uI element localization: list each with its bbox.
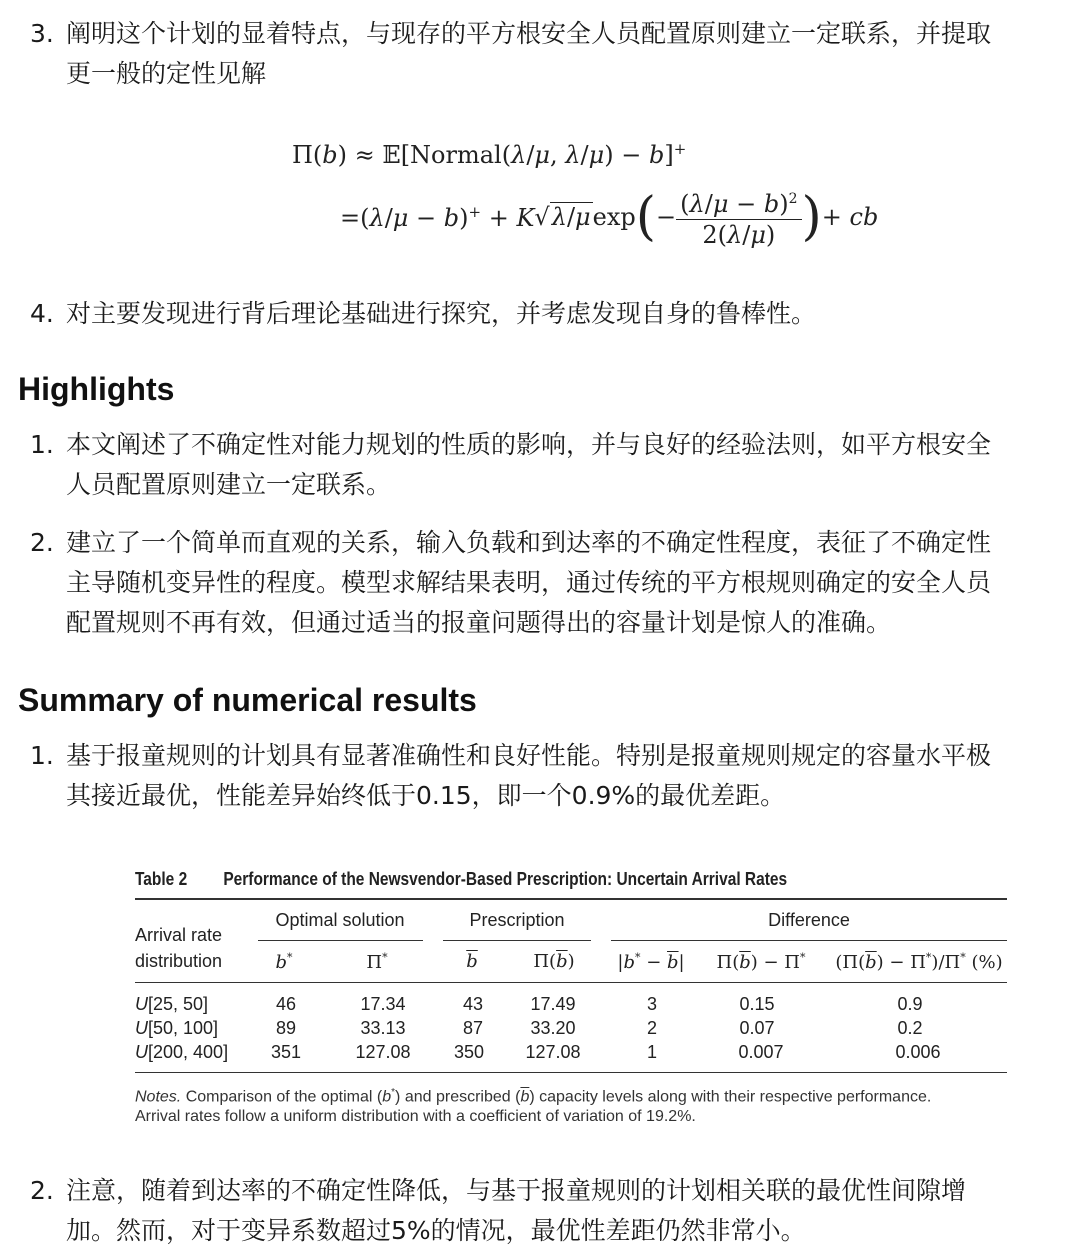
cell-pi-star: 33.13 [360, 1018, 406, 1038]
col-header-abs-diff: $|b^* - \overline{b}|$ [617, 951, 685, 973]
cell-b-star: 46 [275, 994, 297, 1014]
group-header-difference: Difference [768, 910, 850, 930]
item-text-line: 对主要发现进行背后理论基础进行探究，并考虑发现自身的鲁棒性。 [66, 299, 817, 328]
col-header-pct-diff: $(\Pi(\overline{b}) - \Pi^*)/\Pi^*$ (%) [835, 951, 1003, 973]
group-rule-optimal [258, 940, 423, 941]
cell-b-bar: 43 [462, 994, 484, 1014]
group-rule-prescription [443, 940, 591, 941]
cell-pct-diff: 0.9 [897, 994, 923, 1014]
item-text-line: 注意，随着到达率的不确定性降低，与基于报童规则的计划相关联的最优性间隙增 [66, 1176, 967, 1205]
item-number: 3. [30, 19, 54, 48]
item-text-line: 其接近最优，性能差异始终低于0.15，即一个0.9%的最优差距。 [66, 781, 786, 810]
cell-pi-diff: 0.007 [738, 1042, 784, 1062]
group-header-optimal: Optimal solution [275, 910, 405, 930]
cell-b-star: 351 [270, 1042, 302, 1062]
item-text-line: 加。然而，对于变异系数超过5%的情况，最优性差距仍然非常小。 [66, 1216, 806, 1245]
cell-abs-diff: 1 [646, 1042, 658, 1062]
cell-b-bar: 350 [453, 1042, 485, 1062]
cell-distribution: U[25, 50] [135, 994, 209, 1014]
item-text-line: 人员配置原则建立一定联系。 [66, 470, 392, 499]
col-header-pi-b-bar: $\Pi(\overline{b})$ [533, 951, 575, 972]
item-text-line: 阐明这个计划的显着特点，与现存的平方根安全人员配置原则建立一定联系，并提取 [66, 19, 992, 48]
row-header-line2: distribution [135, 951, 223, 971]
col-header-b-bar: $\overline{b}$ [466, 951, 478, 972]
col-header-pi-diff: $\Pi(\overline{b}) - \Pi^*$ [716, 951, 806, 973]
cell-pi-b-bar: 17.49 [530, 994, 576, 1014]
cell-b-bar: 87 [462, 1018, 484, 1038]
item-text-line: 主导随机变异性的程度。模型求解结果表明，通过传统的平方根规则确定的安全人员 [66, 568, 992, 597]
cell-pi-diff: 0.07 [739, 1018, 775, 1038]
item-text-line: 配置规则不再有效，但通过适当的报童问题得出的容量计划是惊人的准确。 [66, 608, 892, 637]
section-heading-summary: Summary of numerical results [18, 682, 477, 718]
item-number: 2. [30, 1176, 54, 1205]
cell-distribution: U[50, 100] [135, 1018, 219, 1038]
formula-line-2: =(λ/μ − b)+ + K √λ/μ exp ( − $\frac{(\lambda/\mu - b)^2}{2(\lambda/\mu)}$ ) + cb [340, 180, 878, 254]
table-header-rule [135, 982, 1007, 983]
item-number: 2. [30, 528, 54, 557]
cell-pct-diff: 0.006 [895, 1042, 941, 1062]
table-notes-line2: Arrival rates follow a uniform distribution with a coefficient of variation of 19.2%. [135, 1108, 696, 1125]
cell-distribution: U[200, 400] [135, 1042, 229, 1062]
item-number: 1. [30, 741, 54, 770]
cell-pi-diff: 0.15 [739, 994, 775, 1014]
cell-pct-diff: 0.2 [897, 1018, 923, 1038]
item-number: 1. [30, 430, 54, 459]
cell-pi-star: 127.08 [355, 1042, 411, 1062]
cell-pi-star: 17.34 [360, 994, 406, 1014]
item-text-line: 更一般的定性见解 [66, 59, 267, 88]
table-title: Performance of the Newsvendor-Based Prescription: Uncertain Arrival Rates [223, 869, 788, 889]
item-number: 4. [30, 299, 54, 328]
item-text-line: 建立了一个简单而直观的关系，输入负载和到达率的不确定性程度，表征了不确定性 [66, 528, 992, 557]
section-heading-highlights: Highlights [18, 371, 175, 407]
table-caption [135, 869, 787, 890]
col-header-b-star: b* [275, 951, 293, 973]
group-header-prescription: Prescription [469, 910, 565, 930]
formula-line-1: Π(b) ≈ 𝔼[Normal(λ/μ, λ/μ) − b]+ [292, 140, 687, 169]
cell-pi-b-bar: 33.20 [530, 1018, 576, 1038]
cell-abs-diff: 2 [646, 1018, 658, 1038]
item-text-line: 基于报童规则的计划具有显著准确性和良好性能。特别是报童规则规定的容量水平极 [66, 741, 992, 770]
table-bottom-rule [135, 1072, 1007, 1073]
row-header-line1: Arrival rate [135, 925, 223, 945]
cell-abs-diff: 3 [646, 994, 658, 1014]
table-label: Table 2 [135, 869, 188, 889]
item-text-line: 本文阐述了不确定性对能力规划的性质的影响，并与良好的经验法则，如平方根安全 [66, 430, 992, 459]
cell-b-star: 89 [275, 1018, 297, 1038]
group-rule-difference [611, 940, 1007, 941]
col-header-pi-star: Π* [366, 951, 388, 973]
table-notes-line1: Notes. Comparison of the optimal (b*) and prescribed $(\overline{b})$ capacity levels along with their respective performance. [135, 1087, 932, 1106]
cell-pi-b-bar: 127.08 [525, 1042, 581, 1062]
table-top-rule [135, 898, 1007, 900]
